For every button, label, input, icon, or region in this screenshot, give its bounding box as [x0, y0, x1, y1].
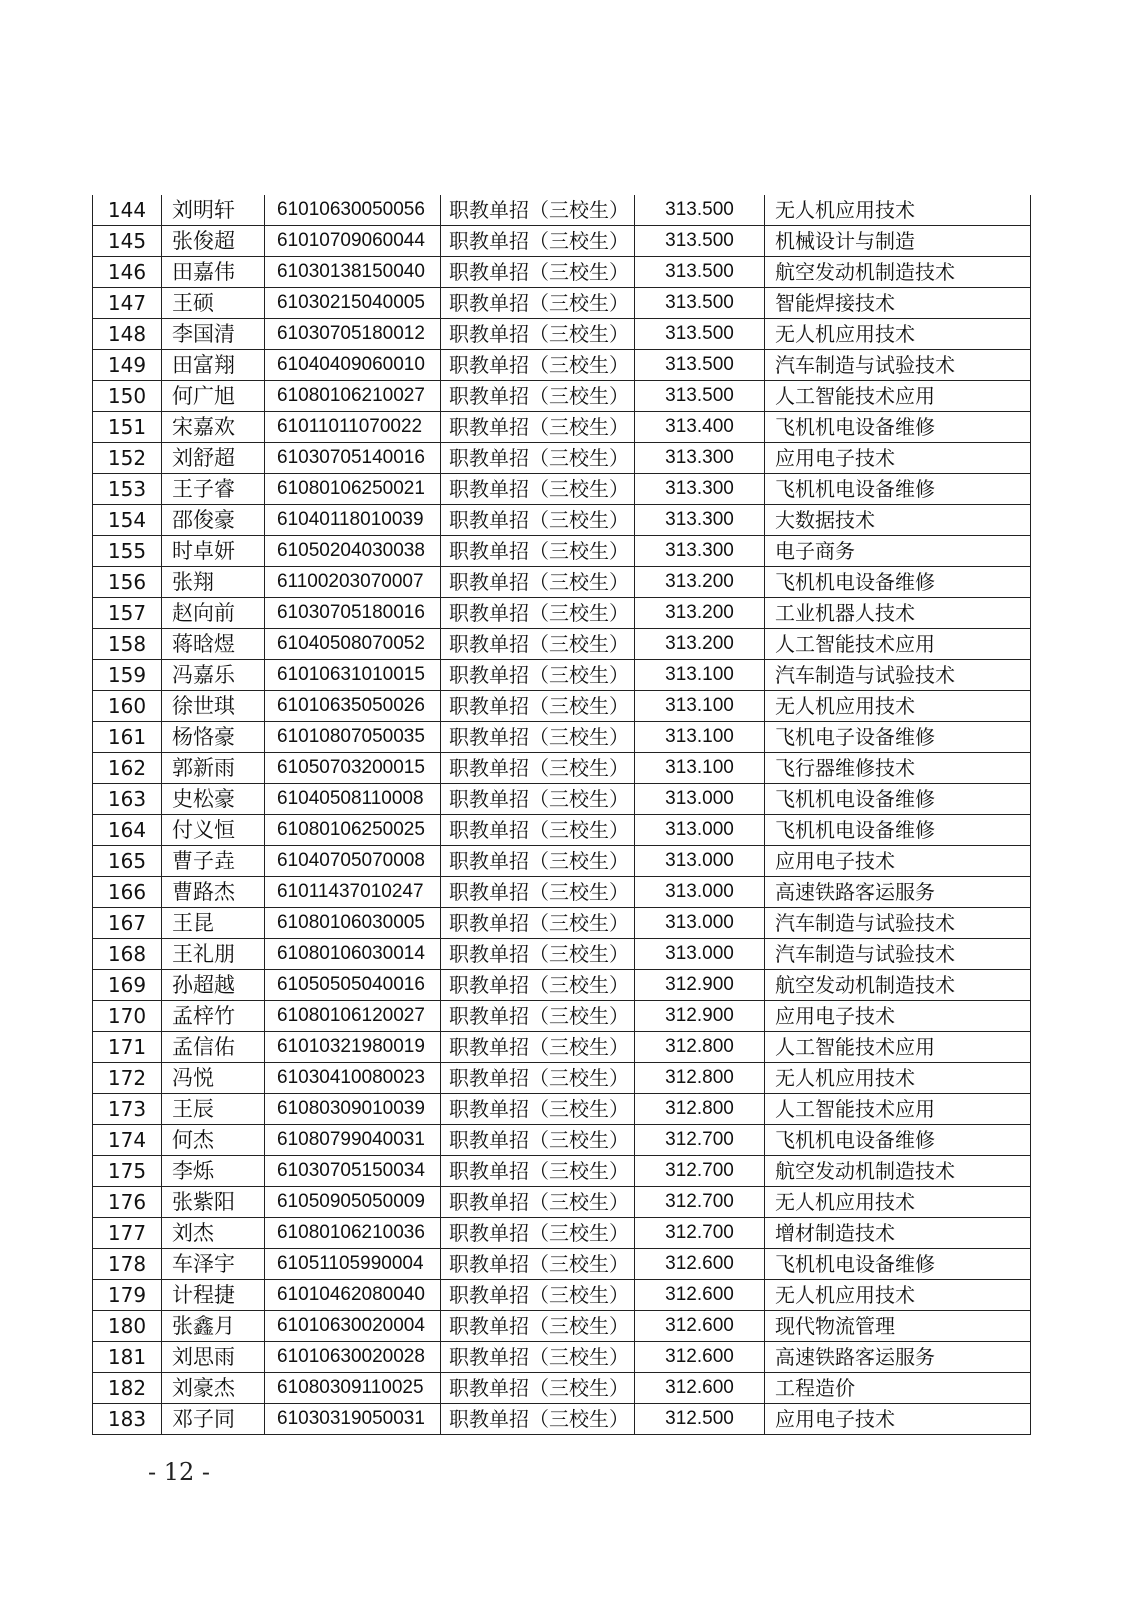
- cell-name: 张鑫月: [162, 1311, 265, 1342]
- cell-major: 高速铁路客运服务: [765, 877, 1031, 908]
- table-row: [93, 1218, 1031, 1249]
- cell-name: 田富翔: [162, 350, 265, 381]
- cell-name: 史松豪: [162, 784, 265, 815]
- cell-admission-type: 职教单招（三校生）: [441, 753, 635, 784]
- cell-name: 张俊超: [162, 226, 265, 257]
- cell-score: 312.900: [635, 970, 765, 1001]
- cell-name: 张紫阳: [162, 1187, 265, 1218]
- table-row: [93, 1373, 1031, 1404]
- cell-exam-id: 61030705180016: [265, 598, 441, 629]
- table-row: [93, 1032, 1031, 1063]
- table-row: [93, 474, 1031, 505]
- cell-admission-type: 职教单招（三校生）: [441, 815, 635, 846]
- cell-name: 孟梓竹: [162, 1001, 265, 1032]
- cell-rank: 160: [93, 691, 162, 722]
- cell-exam-id: 61050703200015: [265, 753, 441, 784]
- table-row: [93, 350, 1031, 381]
- cell-rank: 149: [93, 350, 162, 381]
- cell-name: 车泽宇: [162, 1249, 265, 1280]
- table-row: [93, 1156, 1031, 1187]
- cell-exam-id: 61080106250025: [265, 815, 441, 846]
- cell-exam-id: 61080106210027: [265, 381, 441, 412]
- cell-rank: 181: [93, 1342, 162, 1373]
- table-row: [93, 908, 1031, 939]
- cell-score: 312.800: [635, 1094, 765, 1125]
- table-row: [93, 412, 1031, 443]
- cell-major: 机械设计与制造: [765, 226, 1031, 257]
- table-row: [93, 1342, 1031, 1373]
- cell-admission-type: 职教单招（三校生）: [441, 1187, 635, 1218]
- cell-name: 刘杰: [162, 1218, 265, 1249]
- cell-name: 徐世琪: [162, 691, 265, 722]
- results-table-body: [93, 195, 1031, 1435]
- cell-rank: 146: [93, 257, 162, 288]
- cell-score: 313.300: [635, 536, 765, 567]
- cell-major: 应用电子技术: [765, 443, 1031, 474]
- cell-score: 313.000: [635, 815, 765, 846]
- cell-name: 张翔: [162, 567, 265, 598]
- cell-major: 飞机机电设备维修: [765, 815, 1031, 846]
- cell-admission-type: 职教单招（三校生）: [441, 226, 635, 257]
- table-row: [93, 784, 1031, 815]
- cell-admission-type: 职教单招（三校生）: [441, 1249, 635, 1280]
- cell-admission-type: 职教单招（三校生）: [441, 412, 635, 443]
- cell-exam-id: 61080309010039: [265, 1094, 441, 1125]
- cell-exam-id: 61080106030005: [265, 908, 441, 939]
- cell-name: 冯悦: [162, 1063, 265, 1094]
- cell-rank: 182: [93, 1373, 162, 1404]
- cell-admission-type: 职教单招（三校生）: [441, 505, 635, 536]
- cell-admission-type: 职教单招（三校生）: [441, 288, 635, 319]
- table-row: [93, 691, 1031, 722]
- cell-major: 人工智能技术应用: [765, 381, 1031, 412]
- table-row: [93, 257, 1031, 288]
- cell-exam-id: 61030705180012: [265, 319, 441, 350]
- cell-admission-type: 职教单招（三校生）: [441, 1280, 635, 1311]
- cell-score: 313.500: [635, 319, 765, 350]
- cell-exam-id: 61080309110025: [265, 1373, 441, 1404]
- cell-admission-type: 职教单招（三校生）: [441, 443, 635, 474]
- cell-major: 航空发动机制造技术: [765, 257, 1031, 288]
- cell-major: 人工智能技术应用: [765, 1094, 1031, 1125]
- cell-rank: 164: [93, 815, 162, 846]
- cell-admission-type: 职教单招（三校生）: [441, 474, 635, 505]
- results-table: [92, 195, 1031, 1435]
- cell-rank: 170: [93, 1001, 162, 1032]
- table-row: [93, 846, 1031, 877]
- cell-admission-type: 职教单招（三校生）: [441, 1001, 635, 1032]
- cell-admission-type: 职教单招（三校生）: [441, 1063, 635, 1094]
- cell-rank: 159: [93, 660, 162, 691]
- table-row: [93, 722, 1031, 753]
- cell-major: 汽车制造与试验技术: [765, 350, 1031, 381]
- cell-rank: 151: [93, 412, 162, 443]
- table-row: [93, 1187, 1031, 1218]
- cell-score: 312.700: [635, 1187, 765, 1218]
- cell-score: 312.700: [635, 1218, 765, 1249]
- cell-major: 无人机应用技术: [765, 195, 1031, 226]
- cell-rank: 167: [93, 908, 162, 939]
- cell-score: 313.100: [635, 660, 765, 691]
- cell-name: 王昆: [162, 908, 265, 939]
- cell-exam-id: 61080106120027: [265, 1001, 441, 1032]
- table-row: [93, 1125, 1031, 1156]
- cell-exam-id: 61010630020028: [265, 1342, 441, 1373]
- cell-admission-type: 职教单招（三校生）: [441, 629, 635, 660]
- cell-score: 313.000: [635, 877, 765, 908]
- cell-major: 高速铁路客运服务: [765, 1342, 1031, 1373]
- cell-name: 时卓妍: [162, 536, 265, 567]
- table-row: [93, 443, 1031, 474]
- cell-name: 刘明轩: [162, 195, 265, 226]
- cell-rank: 174: [93, 1125, 162, 1156]
- cell-rank: 156: [93, 567, 162, 598]
- cell-name: 付义恒: [162, 815, 265, 846]
- cell-score: 313.000: [635, 784, 765, 815]
- cell-rank: 157: [93, 598, 162, 629]
- cell-score: 312.800: [635, 1032, 765, 1063]
- cell-score: 313.200: [635, 629, 765, 660]
- cell-major: 航空发动机制造技术: [765, 970, 1031, 1001]
- cell-score: 313.300: [635, 443, 765, 474]
- cell-exam-id: 61050905050009: [265, 1187, 441, 1218]
- table-row: [93, 226, 1031, 257]
- table-row: [93, 195, 1031, 226]
- cell-admission-type: 职教单招（三校生）: [441, 939, 635, 970]
- table-row: [93, 970, 1031, 1001]
- cell-major: 飞机机电设备维修: [765, 567, 1031, 598]
- cell-name: 邓子同: [162, 1404, 265, 1435]
- cell-rank: 148: [93, 319, 162, 350]
- cell-name: 计程捷: [162, 1280, 265, 1311]
- cell-major: 应用电子技术: [765, 1001, 1031, 1032]
- table-row: [93, 598, 1031, 629]
- cell-major: 无人机应用技术: [765, 319, 1031, 350]
- cell-name: 刘思雨: [162, 1342, 265, 1373]
- table-row: [93, 939, 1031, 970]
- cell-name: 郭新雨: [162, 753, 265, 784]
- cell-name: 孙超越: [162, 970, 265, 1001]
- cell-score: 313.500: [635, 288, 765, 319]
- cell-name: 宋嘉欢: [162, 412, 265, 443]
- cell-rank: 180: [93, 1311, 162, 1342]
- cell-rank: 154: [93, 505, 162, 536]
- cell-admission-type: 职教单招（三校生）: [441, 1404, 635, 1435]
- cell-score: 312.700: [635, 1156, 765, 1187]
- table-row: [93, 381, 1031, 412]
- cell-score: 313.000: [635, 908, 765, 939]
- cell-name: 曹子垚: [162, 846, 265, 877]
- page-number: - 12 -: [148, 1458, 211, 1486]
- cell-score: 313.300: [635, 474, 765, 505]
- cell-rank: 161: [93, 722, 162, 753]
- cell-admission-type: 职教单招（三校生）: [441, 970, 635, 1001]
- cell-admission-type: 职教单招（三校生）: [441, 1125, 635, 1156]
- cell-score: 313.500: [635, 381, 765, 412]
- cell-exam-id: 61040118010039: [265, 505, 441, 536]
- cell-score: 313.100: [635, 722, 765, 753]
- cell-major: 飞机机电设备维修: [765, 784, 1031, 815]
- cell-exam-id: 61010631010015: [265, 660, 441, 691]
- cell-rank: 153: [93, 474, 162, 505]
- cell-rank: 183: [93, 1404, 162, 1435]
- cell-major: 无人机应用技术: [765, 1063, 1031, 1094]
- table-row: [93, 1311, 1031, 1342]
- cell-major: 无人机应用技术: [765, 691, 1031, 722]
- cell-admission-type: 职教单招（三校生）: [441, 598, 635, 629]
- cell-admission-type: 职教单招（三校生）: [441, 846, 635, 877]
- cell-exam-id: 61040409060010: [265, 350, 441, 381]
- cell-exam-id: 61051105990004: [265, 1249, 441, 1280]
- cell-major: 智能焊接技术: [765, 288, 1031, 319]
- cell-name: 李烁: [162, 1156, 265, 1187]
- cell-admission-type: 职教单招（三校生）: [441, 1156, 635, 1187]
- cell-score: 312.600: [635, 1342, 765, 1373]
- cell-major: 增材制造技术: [765, 1218, 1031, 1249]
- cell-rank: 162: [93, 753, 162, 784]
- cell-rank: 165: [93, 846, 162, 877]
- cell-name: 冯嘉乐: [162, 660, 265, 691]
- cell-name: 李国清: [162, 319, 265, 350]
- cell-rank: 144: [93, 195, 162, 226]
- cell-name: 何杰: [162, 1125, 265, 1156]
- cell-rank: 150: [93, 381, 162, 412]
- cell-score: 313.300: [635, 505, 765, 536]
- cell-major: 应用电子技术: [765, 846, 1031, 877]
- cell-rank: 175: [93, 1156, 162, 1187]
- cell-score: 313.200: [635, 567, 765, 598]
- cell-score: 313.200: [635, 598, 765, 629]
- cell-major: 飞机机电设备维修: [765, 1249, 1031, 1280]
- cell-name: 王辰: [162, 1094, 265, 1125]
- cell-major: 人工智能技术应用: [765, 629, 1031, 660]
- cell-rank: 147: [93, 288, 162, 319]
- table-row: [93, 567, 1031, 598]
- cell-major: 汽车制造与试验技术: [765, 939, 1031, 970]
- cell-name: 刘舒超: [162, 443, 265, 474]
- cell-major: 汽车制造与试验技术: [765, 908, 1031, 939]
- table-row: [93, 1249, 1031, 1280]
- cell-rank: 158: [93, 629, 162, 660]
- cell-major: 飞行器维修技术: [765, 753, 1031, 784]
- cell-score: 313.500: [635, 350, 765, 381]
- cell-exam-id: 61010630020004: [265, 1311, 441, 1342]
- cell-admission-type: 职教单招（三校生）: [441, 319, 635, 350]
- table-row: [93, 877, 1031, 908]
- cell-score: 312.500: [635, 1404, 765, 1435]
- cell-score: 313.000: [635, 846, 765, 877]
- table-row: [93, 505, 1031, 536]
- cell-exam-id: 61050505040016: [265, 970, 441, 1001]
- table-row: [93, 660, 1031, 691]
- table-row: [93, 319, 1031, 350]
- cell-major: 工程造价: [765, 1373, 1031, 1404]
- cell-exam-id: 61030215040005: [265, 288, 441, 319]
- cell-name: 曹路杰: [162, 877, 265, 908]
- cell-major: 无人机应用技术: [765, 1187, 1031, 1218]
- cell-rank: 145: [93, 226, 162, 257]
- cell-admission-type: 职教单招（三校生）: [441, 257, 635, 288]
- cell-name: 邵俊豪: [162, 505, 265, 536]
- cell-admission-type: 职教单招（三校生）: [441, 350, 635, 381]
- cell-exam-id: 61080799040031: [265, 1125, 441, 1156]
- cell-rank: 163: [93, 784, 162, 815]
- cell-exam-id: 61010709060044: [265, 226, 441, 257]
- cell-rank: 168: [93, 939, 162, 970]
- cell-score: 312.800: [635, 1063, 765, 1094]
- cell-major: 飞机机电设备维修: [765, 474, 1031, 505]
- cell-admission-type: 职教单招（三校生）: [441, 1218, 635, 1249]
- cell-exam-id: 61040508070052: [265, 629, 441, 660]
- cell-exam-id: 61030410080023: [265, 1063, 441, 1094]
- cell-major: 飞机机电设备维修: [765, 1125, 1031, 1156]
- cell-admission-type: 职教单招（三校生）: [441, 381, 635, 412]
- cell-exam-id: 61010321980019: [265, 1032, 441, 1063]
- cell-admission-type: 职教单招（三校生）: [441, 536, 635, 567]
- cell-score: 312.900: [635, 1001, 765, 1032]
- table-row: [93, 815, 1031, 846]
- cell-major: 飞机电子设备维修: [765, 722, 1031, 753]
- table-row: [93, 629, 1031, 660]
- cell-score: 312.600: [635, 1373, 765, 1404]
- cell-exam-id: 61010630050056: [265, 195, 441, 226]
- cell-admission-type: 职教单招（三校生）: [441, 567, 635, 598]
- cell-exam-id: 61010635050026: [265, 691, 441, 722]
- cell-admission-type: 职教单招（三校生）: [441, 722, 635, 753]
- cell-exam-id: 61010807050035: [265, 722, 441, 753]
- cell-rank: 176: [93, 1187, 162, 1218]
- cell-name: 刘豪杰: [162, 1373, 265, 1404]
- table-row: [93, 1001, 1031, 1032]
- cell-major: 电子商务: [765, 536, 1031, 567]
- table-row: [93, 753, 1031, 784]
- cell-major: 大数据技术: [765, 505, 1031, 536]
- cell-admission-type: 职教单招（三校生）: [441, 1342, 635, 1373]
- table-row: [93, 1063, 1031, 1094]
- cell-exam-id: 61050204030038: [265, 536, 441, 567]
- cell-major: 飞机机电设备维修: [765, 412, 1031, 443]
- table-row: [93, 1404, 1031, 1435]
- cell-score: 313.000: [635, 939, 765, 970]
- cell-exam-id: 61040508110008: [265, 784, 441, 815]
- cell-major: 应用电子技术: [765, 1404, 1031, 1435]
- cell-admission-type: 职教单招（三校生）: [441, 1094, 635, 1125]
- cell-rank: 155: [93, 536, 162, 567]
- cell-exam-id: 61080106210036: [265, 1218, 441, 1249]
- table-row: [93, 1094, 1031, 1125]
- cell-name: 王硕: [162, 288, 265, 319]
- cell-score: 313.100: [635, 691, 765, 722]
- cell-exam-id: 61030319050031: [265, 1404, 441, 1435]
- cell-major: 汽车制造与试验技术: [765, 660, 1031, 691]
- cell-major: 航空发动机制造技术: [765, 1156, 1031, 1187]
- cell-admission-type: 职教单招（三校生）: [441, 1032, 635, 1063]
- cell-name: 孟信佑: [162, 1032, 265, 1063]
- cell-score: 313.400: [635, 412, 765, 443]
- cell-rank: 152: [93, 443, 162, 474]
- cell-name: 杨恪豪: [162, 722, 265, 753]
- cell-score: 313.500: [635, 195, 765, 226]
- cell-score: 313.500: [635, 257, 765, 288]
- table-row: [93, 536, 1031, 567]
- cell-name: 何广旭: [162, 381, 265, 412]
- cell-major: 人工智能技术应用: [765, 1032, 1031, 1063]
- cell-exam-id: 61030705140016: [265, 443, 441, 474]
- cell-exam-id: 61011011070022: [265, 412, 441, 443]
- cell-exam-id: 61080106030014: [265, 939, 441, 970]
- cell-rank: 166: [93, 877, 162, 908]
- cell-score: 312.600: [635, 1311, 765, 1342]
- cell-admission-type: 职教单招（三校生）: [441, 660, 635, 691]
- cell-rank: 178: [93, 1249, 162, 1280]
- cell-name: 蒋晗煜: [162, 629, 265, 660]
- cell-exam-id: 61080106250021: [265, 474, 441, 505]
- cell-exam-id: 61040705070008: [265, 846, 441, 877]
- cell-exam-id: 61030705150034: [265, 1156, 441, 1187]
- cell-admission-type: 职教单招（三校生）: [441, 877, 635, 908]
- cell-major: 工业机器人技术: [765, 598, 1031, 629]
- cell-rank: 169: [93, 970, 162, 1001]
- cell-rank: 172: [93, 1063, 162, 1094]
- cell-score: 312.700: [635, 1125, 765, 1156]
- cell-rank: 177: [93, 1218, 162, 1249]
- cell-major: 现代物流管理: [765, 1311, 1031, 1342]
- cell-admission-type: 职教单招（三校生）: [441, 1373, 635, 1404]
- cell-major: 无人机应用技术: [765, 1280, 1031, 1311]
- cell-name: 王子睿: [162, 474, 265, 505]
- cell-exam-id: 61100203070007: [265, 567, 441, 598]
- cell-rank: 173: [93, 1094, 162, 1125]
- cell-exam-id: 61010462080040: [265, 1280, 441, 1311]
- cell-admission-type: 职教单招（三校生）: [441, 195, 635, 226]
- cell-name: 赵向前: [162, 598, 265, 629]
- cell-name: 田嘉伟: [162, 257, 265, 288]
- cell-exam-id: 61011437010247: [265, 877, 441, 908]
- cell-rank: 179: [93, 1280, 162, 1311]
- cell-name: 王礼朋: [162, 939, 265, 970]
- cell-exam-id: 61030138150040: [265, 257, 441, 288]
- cell-admission-type: 职教单招（三校生）: [441, 784, 635, 815]
- table-row: [93, 1280, 1031, 1311]
- cell-admission-type: 职教单招（三校生）: [441, 691, 635, 722]
- cell-admission-type: 职教单招（三校生）: [441, 1311, 635, 1342]
- cell-admission-type: 职教单招（三校生）: [441, 908, 635, 939]
- table-row: [93, 288, 1031, 319]
- cell-score: 312.600: [635, 1249, 765, 1280]
- cell-score: 313.100: [635, 753, 765, 784]
- cell-score: 312.600: [635, 1280, 765, 1311]
- cell-rank: 171: [93, 1032, 162, 1063]
- cell-score: 313.500: [635, 226, 765, 257]
